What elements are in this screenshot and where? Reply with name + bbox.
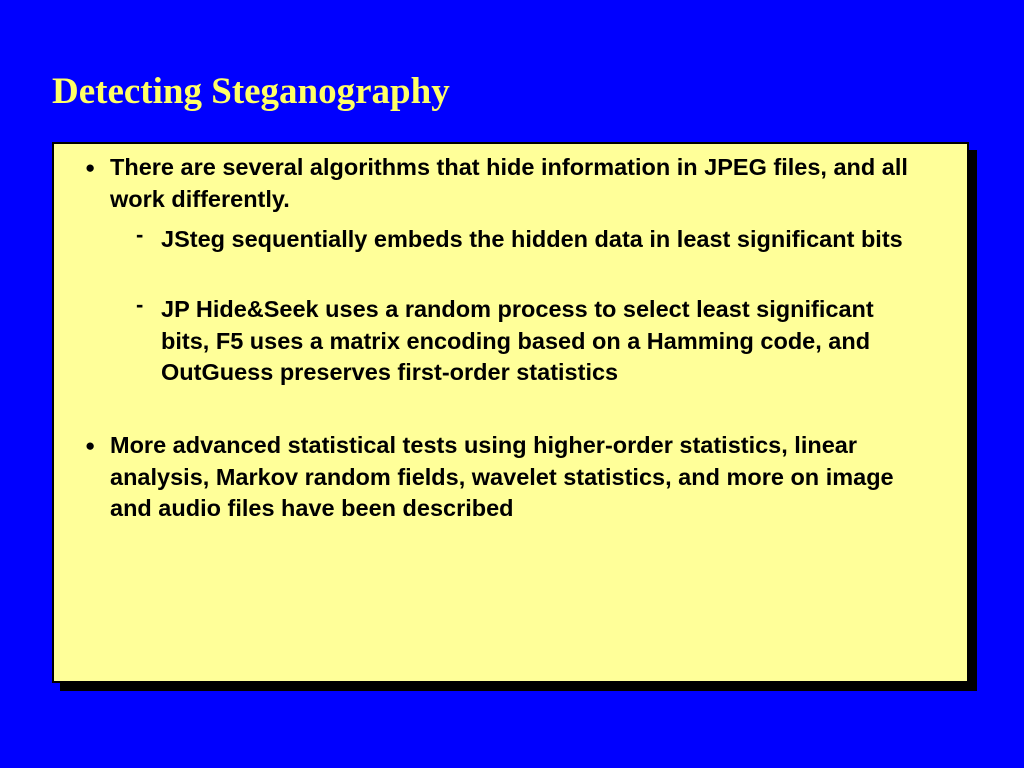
bullet-text: More advanced statistical tests using higher-order statistics, linear analysis, Markov random fields, wavelet statistics, and more on image and audio files have been described [110, 432, 894, 521]
sub-bullet-text: JP Hide&Seek uses a random process to select least significant bits, F5 uses a matrix encoding based on a Hamming code, and OutGuess preserves first-order statistics [161, 296, 874, 385]
bullet-dot-icon: ● [85, 436, 96, 455]
slide-title: Detecting Steganography [52, 71, 450, 112]
dash-icon: - [136, 222, 144, 247]
sub-bullet-text: JSteg sequentially embeds the hidden data in least significant bits [161, 226, 903, 252]
dash-icon: - [136, 292, 144, 317]
bullet-text: There are several algorithms that hide information in JPEG files, and all work differently. [110, 154, 908, 212]
content-box [52, 142, 969, 683]
bullet-dot-icon: ● [85, 158, 96, 177]
